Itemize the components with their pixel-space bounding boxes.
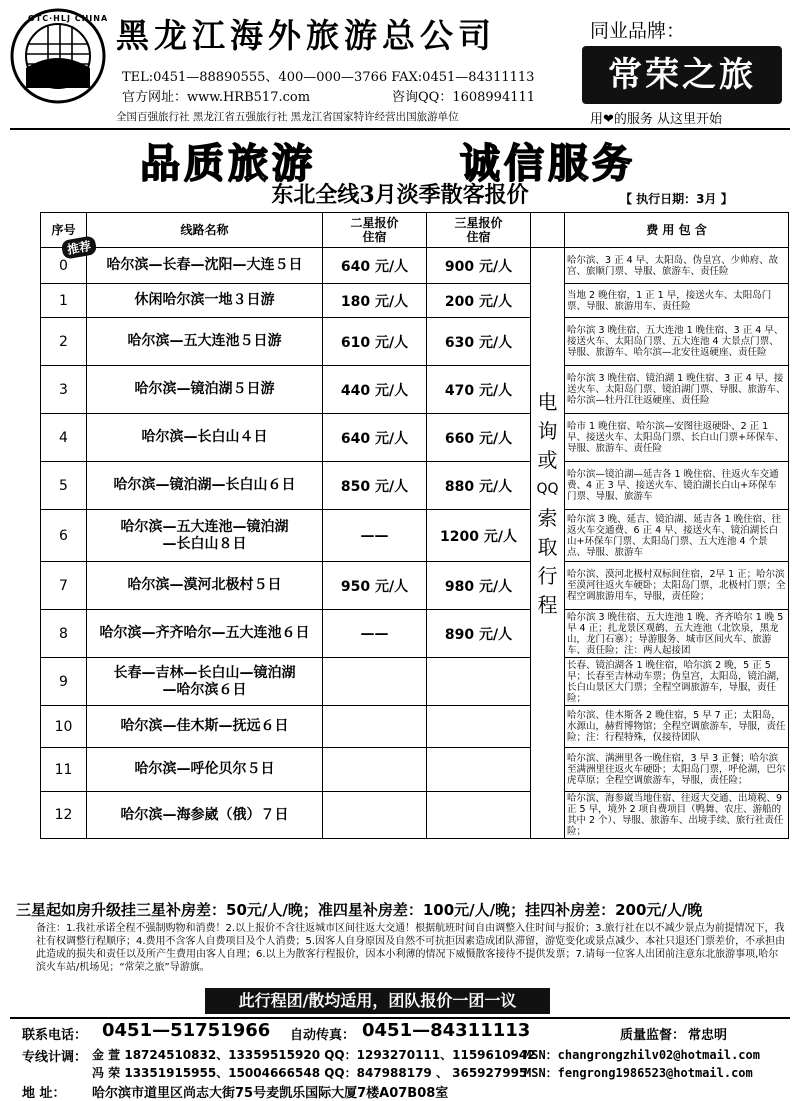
row-number: 6 <box>41 510 87 562</box>
row-number: 1 <box>41 284 87 318</box>
fee-includes: 当地 2 晚住宿，1 正 1 早，接送火车、太阳岛门票、导服、旅游用车、责任险 <box>565 284 789 318</box>
fee-includes: 长春、镜泊湖各 1 晚住宿，哈尔滨 2 晚，5 正 5 早；长春至吉林动车票；伪皇宫，太阳岛，镜泊湖，长白山景区大门票；全程空调旅游车，导服，责任险； <box>565 658 789 706</box>
row-number: 4 <box>41 414 87 462</box>
row-number: 9 <box>41 658 87 706</box>
table-row <box>41 792 789 839</box>
route-name: 哈尔滨—漠河北极村５日 <box>87 562 323 610</box>
header-tel: TEL:0451—88890555、400—000—3766 FAX:0451—84311113 <box>122 70 535 85</box>
footer-divider <box>10 1017 790 1019</box>
fee-includes: 哈市 1 晚住宿、哈尔滨—安图往返硬卧、2 正 1 早、接送火车、太阳岛门票、长白山门票+环保车、导服、旅游车、责任险 <box>565 414 789 462</box>
three-star-price <box>427 706 531 748</box>
row-number: 3 <box>41 366 87 414</box>
route-name: 哈尔滨—呼伦贝尔５日 <box>87 748 323 792</box>
row-number: 2 <box>41 318 87 366</box>
fee-includes: 哈尔滨 3 晚住宿、五大连池 1 晚、齐齐哈尔 1 晚 5 早 4 正；扎龙景区观鹤、五大连池（北饮泉，黑龙山，龙门石寨）；导游服务、城市区间火车、旅游车、责任险；注：两人起接团 <box>565 610 789 658</box>
group-pricing-bar: 此行程团/散均适用，团队报价一团一议 <box>205 988 550 1014</box>
three-star-price: 900 元/人 <box>427 248 531 284</box>
page-title: 东北全线3月淡季散客报价 <box>271 182 529 208</box>
table-row <box>41 366 789 414</box>
header-three-star: 三星报价 住宿 <box>427 213 531 248</box>
fax-number: 0451—84311113 <box>362 1020 531 1041</box>
header-route: 线路名称 <box>87 213 323 248</box>
contact-note-char: 电 <box>537 390 558 414</box>
three-star-price: 470 元/人 <box>427 366 531 414</box>
contact-phone: 0451—51751966 <box>102 1020 271 1041</box>
contact-note-char: QQ <box>536 481 559 497</box>
contact-note-char: 取 <box>537 535 558 559</box>
company-name: 黑龙江海外旅游总公司 <box>116 16 496 55</box>
execution-date: 【 执行日期：3月 】 <box>620 192 733 206</box>
address: 哈尔滨市道里区尚志大街75号麦凯乐国际大厦7楼A07B08室 <box>92 1086 449 1101</box>
header-two-star: 二星报价 住宿 <box>323 213 427 248</box>
route-name: 哈尔滨—长白山４日 <box>87 414 323 462</box>
contact-note-char: 索 <box>537 506 558 530</box>
row-number: 5 <box>41 462 87 510</box>
two-star-price: 640 元/人 <box>323 248 427 284</box>
table-row <box>41 706 789 748</box>
two-star-price: 610 元/人 <box>323 318 427 366</box>
contact-for-itinerary <box>531 248 565 839</box>
quality-label: 质量监督： <box>620 1028 686 1043</box>
plan-label: 专线计调： <box>22 1050 88 1065</box>
three-star-price: 200 元/人 <box>427 284 531 318</box>
table-row <box>41 748 789 792</box>
header-honors: 全国百强旅行社 黑龙江省五强旅行社 黑龙江省国家特许经营出国旅游单位 <box>116 111 459 123</box>
header-qq: 咨询QQ：1608994111 <box>392 90 536 105</box>
three-star-price <box>427 792 531 839</box>
table-row <box>41 562 789 610</box>
fee-includes: 哈尔滨 3 晚住宿、镜泊湖 1 晚住宿、3 正 4 早、接送火车、太阳岛门票、镜泊湖门票、导服、旅游车、哈尔滨—牡丹江往返硬座、责任险 <box>565 366 789 414</box>
route-name: 休闲哈尔滨一地３日游 <box>87 284 323 318</box>
fee-includes: 哈尔滨、3 正 4 早、太阳岛、伪皇宫、少帅府、故宫、旅顺门票、导服、旅游车、责任险 <box>565 248 789 284</box>
two-star-price: 950 元/人 <box>323 562 427 610</box>
table-row <box>41 658 789 706</box>
table-row <box>41 462 789 510</box>
route-name: 长春—吉林—长白山—镜泊湖 —哈尔滨６日 <box>87 658 323 706</box>
three-star-price: 890 元/人 <box>427 610 531 658</box>
msn-jin: MSN：changrongzhilv02@hotmail.com <box>524 1048 760 1062</box>
table-row <box>41 510 789 562</box>
fee-includes: 哈尔滨、漠河北极村双标间住宿，2早 1 正；哈尔滨至漠河往返火车硬卧；太阳岛门票，北极村门票；全程空调旅游用车，导服，责任险； <box>565 562 789 610</box>
two-star-price <box>323 792 427 839</box>
two-star-price: 850 元/人 <box>323 462 427 510</box>
brand-label: 同业品牌： <box>590 20 686 42</box>
logo-text: OTC·HLJ CHINA <box>28 14 109 23</box>
table-row <box>41 284 789 318</box>
three-star-price: 980 元/人 <box>427 562 531 610</box>
row-number: 0 <box>41 248 87 284</box>
table-row <box>41 248 789 284</box>
header-contact-col <box>531 213 565 248</box>
route-name: 哈尔滨—佳木斯—抚远６日 <box>87 706 323 748</box>
route-name: 哈尔滨—镜泊湖—长白山６日 <box>87 462 323 510</box>
row-number: 11 <box>41 748 87 792</box>
staff-jin: 金 萱 18724510832、13359515920 QQ：1293270111、1159610942 <box>92 1048 536 1062</box>
two-star-price: —— <box>323 510 427 562</box>
price-table <box>40 212 789 839</box>
three-star-price <box>427 658 531 706</box>
recommend-badge: 推荐 <box>61 235 98 260</box>
three-star-price: 1200 元/人 <box>427 510 531 562</box>
fee-includes: 哈尔滨 3 晚、延吉、镜泊湖、延吉各 1 晚住宿、往返火车交通费、6 正 4 早、接送火车、镜泊湖长白山+环保车门票、太阳岛门票、五大连池 4 个景点、导服、旅游车 <box>565 510 789 562</box>
table-row <box>41 318 789 366</box>
address-label: 地 址： <box>22 1086 66 1101</box>
route-name: 哈尔滨—齐齐哈尔—五大连池６日 <box>87 610 323 658</box>
route-name: 哈尔滨—五大连池５日游 <box>87 318 323 366</box>
quality-name: 常忠明 <box>688 1028 728 1043</box>
table-row <box>41 610 789 658</box>
route-name: 哈尔滨—五大连池—镜泊湖 —长白山８日 <box>87 510 323 562</box>
row-number: 10 <box>41 706 87 748</box>
upgrade-note: 三星起如房升级挂三星补房差：50元/人/晚；准四星补房差：100元/人/晚；挂四补房差：200元/人/晚 <box>16 901 703 919</box>
fee-includes: 哈尔滨、海参崴当地住宿、往返大交通、出境税、9 正 5 早，境外 2 项自费项目（鸭舞、农庄、游船的其中 2 个）、导服、旅游车、出境手续、旅行社责任险； <box>565 792 789 839</box>
row-number: 8 <box>41 610 87 658</box>
contact-note-char: 程 <box>537 593 558 617</box>
header-no: 序号 <box>41 213 87 248</box>
three-star-price <box>427 748 531 792</box>
brand-name: 常荣之旅 <box>582 46 782 104</box>
two-star-price <box>323 658 427 706</box>
route-name: 哈尔滨—镜泊湖５日游 <box>87 366 323 414</box>
two-star-price: 180 元/人 <box>323 284 427 318</box>
header-website: 官方网址：www.HRB517.com <box>122 90 311 105</box>
two-star-price: 440 元/人 <box>323 366 427 414</box>
row-number: 12 <box>41 792 87 839</box>
contact-note-char: 或 <box>537 448 558 472</box>
two-star-price: 640 元/人 <box>323 414 427 462</box>
msn-feng: MSN：fengrong1986523@hotmail.com <box>524 1066 753 1080</box>
header-fee: 费 用 包 含 <box>565 213 789 248</box>
three-star-price: 660 元/人 <box>427 414 531 462</box>
staff-feng: 冯 荣 13351915955、15004666548 QQ：847988179 、 365927995 <box>92 1066 528 1080</box>
table-header-row <box>41 213 789 248</box>
header-divider <box>10 128 790 130</box>
remarks: 备注：1.我社承诺全程不强制购物和消费！2.以上报价不含往返城市区间往返大交通！根据航班时间自由调整入住时间与报价；3.旅行社在以不减少景点为前提情况下，我社有权调整行程顺序；4.费用不含客人自费项目及个人消费；5.因客人自身原因及自然不可抗拒因素造成团队滞留，游览变化或景点减少、本社只退还门票差价，不承担由此造成的损失和责任以及所产生费用由客人自理；6.以上为散客行程报价，因本小利薄的情况下威慑散客接待不提供发票；7.请每一位客人出团前注意东北旅游事项,哈尔滨火车站/机场见；“常荣之旅”导游旗。 <box>36 923 786 973</box>
fee-includes: 哈尔滨、满洲里各一晚住宿，3 早 3 正餐；哈尔滨至满洲里往返火车硬卧；太阳岛门票，呼伦湖，巴尔虎草原；全程空调旅游车，导服，责任险； <box>565 748 789 792</box>
slogan-quality: 品质旅游 <box>140 140 316 187</box>
slogan-integrity: 诚信服务 <box>460 140 636 187</box>
brand-slogan: 用❤的服务 从这里开始 <box>590 112 723 127</box>
contact-note-char: 行 <box>537 564 558 588</box>
row-number: 7 <box>41 562 87 610</box>
two-star-price <box>323 748 427 792</box>
contact-note-char: 询 <box>537 419 558 443</box>
three-star-price: 880 元/人 <box>427 462 531 510</box>
contact-label: 联系电话： <box>22 1028 88 1043</box>
three-star-price: 630 元/人 <box>427 318 531 366</box>
route-name: 哈尔滨—长春—沈阳—大连５日 <box>87 248 323 284</box>
route-name: 哈尔滨—海参崴（俄）７日 <box>87 792 323 839</box>
two-star-price: —— <box>323 610 427 658</box>
two-star-price <box>323 706 427 748</box>
fee-includes: 哈尔滨、佳木斯各 2 晚住宿，5 早 7 正；太阳岛，水源山，赫哲博物馆；全程空调旅游车，导服，责任险；注：行程特殊，仅接待团队 <box>565 706 789 748</box>
table-row <box>41 414 789 462</box>
fax-label: 自动传真： <box>290 1028 356 1043</box>
fee-includes: 哈尔滨 3 晚住宿、五大连池 1 晚住宿、3 正 4 早、接送火车、太阳岛门票、五大连池 4 大景点门票、导服、旅游车、哈尔滨—北安往返硬座、责任险 <box>565 318 789 366</box>
fee-includes: 哈尔滨—镜泊湖—延吉各 1 晚住宿、往返火车交通费、4 正 3 早、接送火车、镜泊湖长白山+环保车门票、导服、旅游车 <box>565 462 789 510</box>
